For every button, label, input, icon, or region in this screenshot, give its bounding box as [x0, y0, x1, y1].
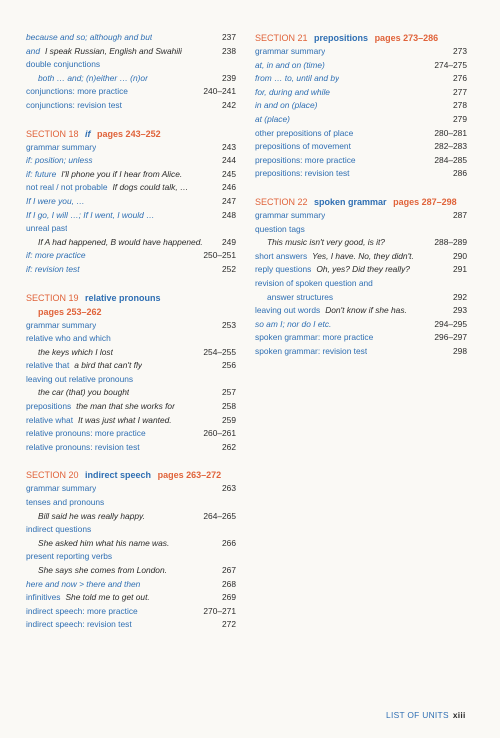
contents-entry [26, 319, 236, 333]
section-title: spoken grammar [314, 196, 387, 207]
entry-page: 252 [222, 263, 236, 274]
entry-text [26, 181, 188, 195]
entry-topic: conjunctions: revision test [26, 99, 122, 110]
entry-example: She says she comes from London. [38, 565, 167, 575]
entry-text [255, 291, 333, 305]
section-label: SECTION 22 [255, 196, 308, 207]
section-19-entries [26, 319, 236, 455]
entry-page: 237 [222, 32, 236, 42]
entry-text [255, 331, 373, 345]
entry-page: 258 [222, 401, 236, 412]
entry-text [255, 209, 325, 223]
entry-example: the man that she works for [76, 401, 175, 412]
entry-example: If A had happened, B would have happened. [38, 236, 203, 247]
contents-entry [26, 386, 236, 400]
contents-entry [26, 222, 236, 236]
contents-entry [26, 236, 236, 250]
entry-text [26, 400, 175, 414]
contents-entry [255, 167, 467, 181]
entry-text [26, 523, 91, 537]
contents-entry [255, 304, 467, 318]
contents-entry [26, 85, 236, 99]
entry-text [255, 72, 339, 86]
entry-page: 249 [222, 236, 236, 247]
section-title: relative pronouns [85, 292, 161, 303]
entry-page: 287 [453, 209, 467, 220]
section-22-entries [255, 209, 467, 359]
entry-page: 278 [453, 100, 467, 111]
contents-entry [26, 496, 236, 510]
entry-topic: answer structures [267, 291, 334, 302]
entry-text [255, 277, 373, 291]
contents-entry [26, 58, 236, 72]
contents-entry [255, 236, 467, 250]
entry-page: 272 [222, 619, 236, 630]
contents-entry [255, 291, 467, 305]
contents-entry [26, 359, 236, 373]
entry-topic: at, in and on (time) [255, 59, 325, 70]
entry-page: 247 [222, 195, 236, 206]
section-19-heading [26, 291, 236, 305]
entry-text [255, 167, 350, 181]
section-21-entries [255, 45, 467, 181]
entry-text [26, 72, 148, 86]
entry-page: 277 [453, 86, 467, 97]
entry-page: 262 [222, 441, 236, 452]
entry-topic: unreal past [26, 223, 68, 234]
entry-page: 256 [222, 360, 236, 371]
contents-entry [255, 140, 467, 154]
entry-text [255, 250, 414, 264]
entry-page: 280–281 [434, 127, 467, 138]
contents-entry [26, 605, 236, 619]
entry-text [26, 605, 138, 619]
contents-entry [255, 345, 467, 359]
entry-example: Yes, I have. No, they didn't. [312, 250, 414, 261]
entry-topic: If I go, I will …; If I went, I would … [26, 209, 155, 220]
entry-page: 246 [222, 182, 236, 193]
entry-text [255, 304, 407, 318]
entry-page: 269 [222, 592, 236, 603]
entry-page: 288–289 [434, 237, 467, 248]
entry-topic: both … and; (n)either … (n)or [38, 72, 148, 83]
entry-page: 260–261 [203, 428, 236, 439]
contents-entry [255, 250, 467, 264]
contents-entry [26, 537, 236, 551]
entry-topic: because and so; although and but [26, 32, 153, 42]
contents-entry [255, 113, 467, 127]
entry-page: 244 [222, 155, 236, 166]
entry-topic: here and now > there and then [26, 578, 141, 589]
entry-topic: short answers [255, 250, 308, 261]
contents-entry [255, 318, 467, 332]
entry-example: It was just what I wanted. [78, 414, 172, 425]
contents-entry [26, 618, 236, 632]
contents-entry [26, 373, 236, 387]
entry-text [255, 263, 410, 277]
entry-topic: not real / not probable [26, 182, 108, 193]
contents-entry [255, 72, 467, 86]
contents-entry [255, 223, 467, 237]
entry-text [255, 99, 317, 113]
entry-text [255, 236, 385, 250]
contents-entry [26, 141, 236, 155]
contents-entry [255, 277, 467, 291]
entry-text [255, 154, 356, 168]
entry-page: 282–283 [434, 141, 467, 152]
entry-topic: and [26, 45, 40, 56]
entry-example: This music isn't very good, is it? [267, 237, 385, 248]
section-20-entries [26, 482, 236, 632]
entry-text [26, 578, 140, 592]
entry-topic: grammar summary [26, 141, 97, 152]
entry-example: If dogs could talk, … [112, 182, 189, 193]
entry-topic: from … to, until and by [255, 73, 340, 84]
entry-example: Don't know if she has. [325, 305, 407, 316]
contents-entry [26, 263, 236, 277]
entry-page: 268 [222, 578, 236, 589]
entry-page: 263 [222, 483, 236, 494]
contents-entry [26, 578, 236, 592]
entry-page: 239 [222, 72, 236, 83]
entry-text [26, 386, 129, 400]
entry-page: 284–285 [434, 154, 467, 165]
contents-entry [26, 45, 236, 59]
section-pages: pages 263–272 [157, 470, 222, 481]
entry-topic: relative pronouns: more practice [26, 428, 146, 439]
entry-text [26, 564, 167, 578]
contents-entry [26, 195, 236, 209]
section-20-heading [26, 468, 236, 482]
entry-topic: grammar summary [26, 483, 97, 494]
entry-text [26, 319, 96, 333]
section-21-heading [255, 31, 467, 45]
contents-entry [26, 482, 236, 496]
entry-topic: if: revision test [26, 263, 80, 274]
entry-example: Oh, yes? Did they really? [316, 264, 410, 275]
entry-topic: if: future [26, 168, 57, 179]
entry-page: 240–241 [203, 86, 236, 97]
entry-topic: relative who and which [26, 333, 111, 344]
contents-entry [26, 346, 236, 360]
entry-page: 267 [222, 565, 236, 575]
section-22-heading [255, 195, 467, 209]
entry-topic: If I were you, … [26, 195, 85, 206]
section-pages: pages 243–252 [97, 128, 161, 139]
entry-text [255, 140, 351, 154]
entry-page: 270–271 [203, 605, 236, 616]
entry-text [26, 58, 100, 72]
entry-page: 264–265 [203, 510, 236, 521]
section-18-entries [26, 141, 236, 277]
entry-page: 266 [222, 537, 236, 548]
entry-example: the keys which I lost [38, 346, 113, 357]
section-label: SECTION 21 [255, 33, 308, 43]
entry-text [255, 45, 325, 59]
entry-example: I'll phone you if I hear from Alice. [61, 168, 183, 179]
section-label: SECTION 20 [26, 470, 79, 481]
section-title: indirect speech [85, 470, 152, 481]
entry-text [26, 537, 169, 551]
entry-page: 257 [222, 387, 236, 398]
entry-text [255, 113, 290, 127]
entry-topic: present reporting verbs [26, 551, 113, 562]
entry-page: 276 [453, 73, 467, 84]
entry-page: 291 [453, 264, 467, 275]
entry-page: 298 [453, 345, 467, 356]
contents-entry [26, 72, 236, 86]
entry-text [26, 263, 80, 277]
contents-entry [26, 99, 236, 113]
entry-topic: prepositions: more practice [255, 154, 356, 165]
section-pages: pages 273–286 [374, 33, 439, 43]
entry-text [26, 45, 182, 59]
entry-text [26, 482, 96, 496]
contents-entry [26, 31, 236, 45]
entry-text [26, 154, 93, 168]
contents-entry [255, 45, 467, 59]
entry-topic: prepositions of movement [255, 141, 351, 152]
entry-text [26, 414, 172, 428]
entry-topic: if: position; unless [26, 155, 93, 166]
entry-topic: conjunctions: more practice [26, 86, 128, 97]
entry-topic: spoken grammar: revision test [255, 345, 368, 356]
entry-page: 253 [222, 319, 236, 330]
entry-text [26, 249, 86, 263]
entry-topic: grammar summary [255, 46, 326, 56]
left-top-entries [26, 31, 236, 113]
entry-topic: reply questions [255, 264, 312, 275]
entry-text [26, 427, 146, 441]
entry-topic: for, during and while [255, 86, 330, 97]
contents-entry [255, 59, 467, 73]
entry-page: 296–297 [434, 332, 467, 343]
contents-entry [255, 99, 467, 113]
section-pages: pages 287–298 [393, 196, 457, 207]
entry-page: 250–251 [203, 250, 236, 261]
section-18-heading [26, 127, 236, 141]
entry-text [26, 141, 96, 155]
entry-text [26, 359, 142, 373]
entry-topic: relative pronouns: revision test [26, 441, 140, 452]
entry-page: 243 [222, 141, 236, 152]
entry-text [26, 332, 111, 346]
entry-text [26, 209, 154, 223]
contents-entry [255, 154, 467, 168]
entry-topic: at (place) [255, 113, 290, 124]
entry-page: 274–275 [434, 59, 467, 70]
entry-text [26, 496, 104, 510]
entry-page: 294–295 [434, 318, 467, 329]
contents-entry [255, 127, 467, 141]
entry-text [26, 441, 140, 455]
section-pages: pages 253–262 [38, 306, 102, 317]
entry-topic: question tags [255, 223, 305, 234]
entry-topic: so am I; nor do I etc. [255, 318, 332, 329]
entry-page: 245 [222, 168, 236, 179]
entry-text [26, 99, 122, 113]
entry-topic: relative that [26, 360, 70, 371]
entry-text [26, 550, 112, 564]
entry-page: 293 [453, 305, 467, 316]
contents-entry [26, 249, 236, 263]
entry-text [26, 31, 152, 45]
entry-text [255, 223, 305, 237]
contents-entry [255, 331, 467, 345]
entry-example: a bird that can't fly [74, 360, 143, 371]
entry-text [255, 127, 353, 141]
entry-example: Bill said he was really happy. [38, 510, 145, 521]
entry-text [26, 236, 203, 250]
entry-page: 290 [453, 250, 467, 261]
entry-example: the car (that) you bought [38, 387, 130, 398]
contents-entry [255, 86, 467, 100]
page-number: xiii [452, 710, 466, 720]
entry-example: I speak Russian, English and Swahili [44, 45, 182, 56]
entry-text [26, 618, 132, 632]
entry-text [255, 59, 325, 73]
entry-topic: indirect speech: revision test [26, 619, 132, 630]
entry-topic: grammar summary [26, 319, 97, 330]
contents-entry [26, 550, 236, 564]
entry-topic: leaving out relative pronouns [26, 373, 134, 384]
entry-topic: indirect speech: more practice [26, 605, 138, 616]
entry-page: 259 [222, 414, 236, 425]
left-column [26, 31, 236, 632]
contents-entry [26, 168, 236, 182]
entry-page: 292 [453, 291, 467, 302]
contents-entry [26, 441, 236, 455]
section-title: if [85, 128, 91, 139]
entry-text [255, 345, 367, 359]
entry-topic: other prepositions of place [255, 127, 354, 138]
entry-text [26, 591, 150, 605]
contents-entry [26, 591, 236, 605]
entry-topic: relative what [26, 414, 74, 425]
contents-entry [26, 181, 236, 195]
contents-entry [255, 263, 467, 277]
contents-entry [26, 209, 236, 223]
entry-page: 248 [222, 209, 236, 220]
right-column [255, 31, 467, 358]
entry-text [255, 86, 330, 100]
entry-topic: spoken grammar: more practice [255, 332, 374, 343]
entry-topic: leaving out words [255, 305, 321, 316]
page-footer [386, 710, 466, 720]
contents-entry [26, 154, 236, 168]
contents-entry [26, 564, 236, 578]
entry-page: 286 [453, 168, 467, 179]
contents-entry [26, 400, 236, 414]
entry-topic: if: more practice [26, 250, 86, 261]
contents-entry [26, 332, 236, 346]
entry-topic: revision of spoken question and [255, 277, 373, 288]
entry-topic: infinitives [26, 592, 61, 603]
entry-page: 279 [453, 113, 467, 124]
entry-topic: prepositions: revision test [255, 168, 350, 179]
contents-entry [26, 523, 236, 537]
footer-label: LIST OF UNITS [386, 710, 449, 720]
entry-topic: tenses and pronouns [26, 497, 105, 508]
entry-topic: grammar summary [255, 209, 326, 220]
entry-text [26, 168, 182, 182]
entry-text [255, 318, 331, 332]
entry-page: 242 [222, 99, 236, 110]
entry-topic: prepositions [26, 401, 72, 412]
entry-text [26, 346, 113, 360]
entry-example: She told me to get out. [65, 592, 150, 603]
contents-entry [26, 510, 236, 524]
entry-topic: indirect questions [26, 524, 92, 535]
entry-text [26, 195, 85, 209]
entry-example: She asked him what his name was. [38, 537, 170, 548]
entry-text [26, 373, 133, 387]
contents-entry [26, 427, 236, 441]
entry-text [26, 85, 128, 99]
contents-entry [255, 209, 467, 223]
entry-topic: in and on (place) [255, 100, 318, 111]
entry-page: 254–255 [203, 346, 236, 357]
section-label: SECTION 19 [26, 292, 79, 303]
entry-topic: double conjunctions [26, 59, 101, 70]
entry-page: 273 [453, 46, 467, 56]
section-label: SECTION 18 [26, 128, 79, 139]
entry-page: 238 [222, 45, 236, 56]
section-title: prepositions [314, 33, 369, 43]
section-19-pages-line [26, 305, 236, 319]
entry-text [26, 510, 145, 524]
entry-text [26, 222, 67, 236]
contents-entry [26, 414, 236, 428]
